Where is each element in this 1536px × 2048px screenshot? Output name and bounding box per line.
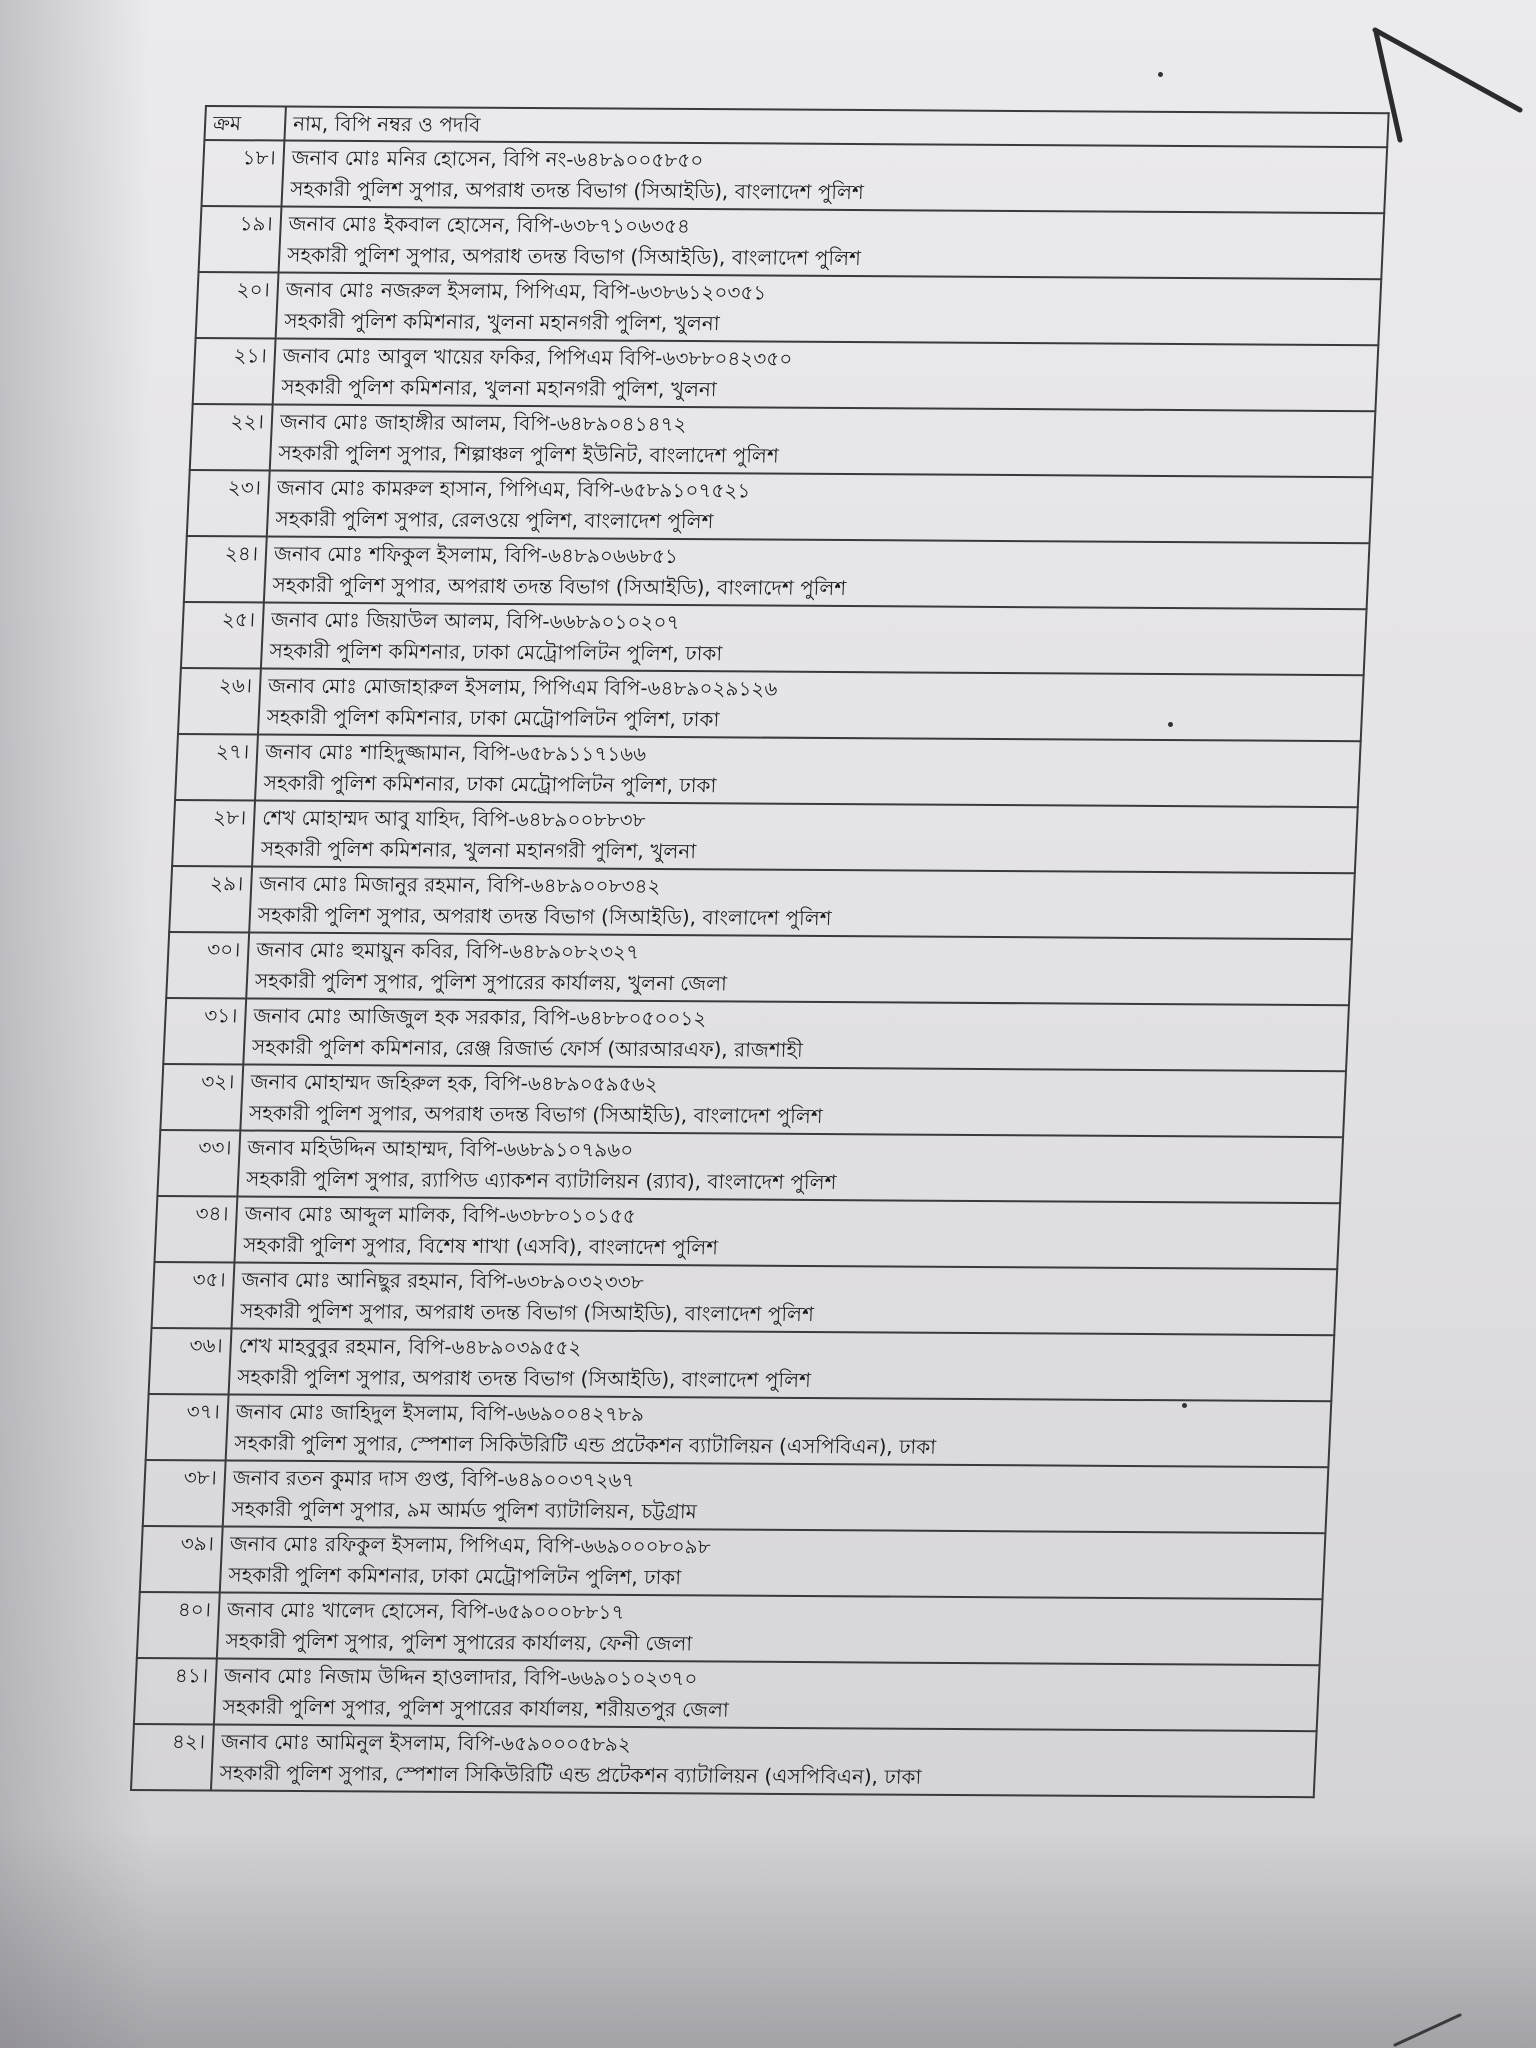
serial-cell — [196, 272, 279, 338]
table-body — [131, 140, 1387, 1797]
table-row — [178, 668, 1364, 741]
officer-designation: সহকারী পুলিশ কমিশনার, খুলনা মহানগরী পুলিশ, খুলনা — [283, 308, 721, 336]
serial-number: ২৫। — [221, 607, 256, 632]
officer-name: জনাব মোঃ আনিছুর রহমান, বিপি-৬৩৮৯০৩২৩৩৮ — [241, 1267, 645, 1294]
table-row — [157, 1130, 1343, 1203]
officer-designation: সহকারী পুলিশ কমিশনার, রেঞ্জ রিজার্ভ ফোর্স (আরআরএফ), রাজশাহী — [251, 1034, 804, 1062]
officer-designation: সহকারী পুলিশ সুপার, ৯ম আর্মড পুলিশ ব্যাটালিয়ন, চট্টগ্রাম — [230, 1496, 698, 1524]
details-cell — [270, 404, 1376, 477]
serial-number: ৩৮। — [183, 1465, 218, 1490]
serial-cell — [193, 338, 276, 404]
officer-designation: সহকারী পুলিশ সুপার, অপরাধ তদন্ত বিভাগ (সিআইডি), বাংলাদেশ পুলিশ — [239, 1298, 815, 1327]
officer-name: জনাব মোঃ আবুল খায়ের ফকির, পিপিএম বিপি-৬৩৮৮০৪২৩৫০ — [282, 343, 793, 371]
officer-name: জনাব মোঃ জাহিদুল ইসলাম, বিপি-৬৬৯০০৪২৭৮৯ — [235, 1399, 645, 1427]
details-cell — [267, 470, 1373, 543]
officer-designation: সহকারী পুলিশ সুপার, স্পেশাল সিকিউরিটি এন্ড প্রটেকশন ব্যাটালিয়ন (এসপিবিএন), ঢাকা — [219, 1760, 922, 1789]
officer-designation: সহকারী পুলিশ সুপার, অপরাধ তদন্ত বিভাগ (সিআইডি), বাংলাদেশ পুলিশ — [248, 1100, 824, 1129]
officer-designation: সহকারী পুলিশ কমিশনার, খুলনা মহানগরী পুলিশ, খুলনা — [280, 374, 718, 402]
serial-cell — [184, 536, 267, 602]
details-cell — [246, 932, 1352, 1005]
officer-designation: সহকারী পুলিশ সুপার, অপরাধ তদন্ত বিভাগ (সিআইডি), বাংলাদেশ পুলিশ — [286, 242, 862, 271]
serial-cell — [178, 668, 261, 734]
details-cell — [220, 1526, 1326, 1599]
serial-cell — [146, 1394, 229, 1460]
table-row — [193, 338, 1379, 411]
officer-name: জনাব মোঃ মনির হোসেন, বিপি নং-৬৪৮৯০০৫৮৫০ — [291, 145, 704, 173]
serial-number: ২৬। — [218, 673, 253, 698]
details-cell — [258, 668, 1364, 741]
serial-number: ৩২। — [200, 1069, 236, 1094]
officer-name: জনাব মোঃ ইকবাল হোসেন, বিপি-৬৩৮৭১০৬৩৫৪ — [288, 211, 691, 238]
serial-header-label: ক্রম — [212, 111, 242, 136]
table-row — [166, 932, 1352, 1005]
table-row — [172, 800, 1358, 873]
serial-number: ৪২। — [171, 1729, 206, 1754]
serial-number: ২১। — [233, 343, 268, 368]
table-row — [163, 998, 1349, 1071]
serial-cell — [157, 1130, 240, 1196]
serial-number: ৩৩। — [197, 1135, 233, 1160]
details-cell — [226, 1394, 1332, 1467]
serial-number: ৩৫। — [192, 1267, 227, 1292]
table-row — [169, 866, 1355, 939]
officer-name: জনাব মোঃ শাহিদুজ্জামান, বিপি-৬৫৮৯১১৭১৬৬ — [264, 739, 647, 766]
officer-designation: সহকারী পুলিশ সুপার, অপরাধ তদন্ত বিভাগ (সিআইডি), বাংলাদেশ পুলিশ — [272, 572, 847, 601]
officer-name: জনাব মোঃ খালেদ হোসেন, বিপি-৬৫৯০০০৮৮১৭ — [226, 1597, 625, 1624]
details-cell — [273, 338, 1379, 411]
table-row — [175, 734, 1361, 807]
officer-name: জনাব মোঃ জাহাঙ্গীর আলম, বিপি-৬৪৮৯০৪১৪৭২ — [279, 409, 688, 437]
serial-number: ৩৪। — [194, 1201, 230, 1226]
serial-cell — [131, 1724, 214, 1790]
details-cell — [252, 800, 1358, 873]
serial-cell — [166, 932, 249, 998]
officer-designation: সহকারী পুলিশ সুপার, শিল্পাঞ্চল পুলিশ ইউনিট, বাংলাদেশ পুলিশ — [277, 440, 780, 468]
table-row — [152, 1262, 1338, 1335]
officer-list-table — [130, 105, 1390, 1798]
officer-name: জনাব মোহাম্মদ জহিরুল হক, বিপি-৬৪৮৯০৫৯৫৬২ — [249, 1069, 659, 1097]
officer-name: জনাব রতন কুমার দাস গুপ্ত, বিপি-৬৪৯০০৩৭২৬৭ — [232, 1465, 636, 1492]
serial-number: ২০। — [236, 277, 271, 302]
details-cell — [229, 1328, 1335, 1401]
serial-number: ৩১। — [203, 1003, 238, 1028]
left-shadow — [0, 0, 150, 2048]
officer-name: জনাব মোঃ নিজাম উদ্দিন হাওলাদার, বিপি-৬৬৯০১০২৩৭০ — [223, 1663, 698, 1691]
table-row — [137, 1592, 1323, 1665]
officer-name: জনাব মহিউদ্দিন আহাম্মদ, বিপি-৬৬৮৯১০৭৯৬০ — [247, 1135, 634, 1162]
details-cell — [234, 1196, 1340, 1269]
serial-column-header — [204, 106, 285, 140]
bottom-shadow — [0, 1828, 1536, 2048]
serial-number: ৩৭। — [186, 1399, 221, 1424]
officer-designation: সহকারী পুলিশ সুপার, অপরাধ তদন্ত বিভাগ (সিআইডি), বাংলাদেশ পুলিশ — [236, 1364, 812, 1393]
officer-name: জনাব মোঃ আমিনুল ইসলাম, বিপি-৬৫৯০০০৫৮৯২ — [220, 1729, 632, 1757]
table-row — [140, 1526, 1326, 1599]
serial-number: ৩৬। — [189, 1333, 224, 1358]
table-row — [146, 1394, 1332, 1467]
details-header-label: নাম, বিপি নম্বর ও পদবি — [292, 111, 481, 137]
serial-cell — [160, 1064, 243, 1130]
serial-cell — [140, 1526, 223, 1592]
officer-name: জনাব মোঃ আব্দুল মালিক, বিপি-৬৩৮৮০১০১৫৫ — [244, 1201, 637, 1228]
details-cell — [249, 866, 1355, 939]
serial-number: ২৭। — [215, 739, 250, 764]
serial-number: ১৯। — [239, 211, 274, 236]
serial-number: ২৯। — [209, 871, 244, 896]
officer-designation: সহকারী পুলিশ সুপার, বিশেষ শাখা (এসবি), বাংলাদেশ পুলিশ — [242, 1232, 719, 1260]
pen-mark-icon — [1370, 20, 1536, 150]
details-cell — [261, 602, 1367, 675]
officer-name: জনাব মোঃ হুমায়ুন কবির, বিপি-৬৪৮৯০৮২৩২৭ — [255, 937, 640, 964]
details-cell — [279, 206, 1385, 279]
officer-name: জনাব মোঃ রফিকুল ইসলাম, পিপিএম, বিপি-৬৬৯০০০৮০৯৮ — [229, 1531, 712, 1559]
serial-cell — [134, 1658, 217, 1724]
officer-designation: সহকারী পুলিশ সুপার, স্পেশাল সিকিউরিটি এন্ড প্রটেকশন ব্যাটালিয়ন (এসপিবিএন), ঢাকা — [233, 1430, 937, 1459]
officer-designation: সহকারী পুলিশ কমিশনার, ঢাকা মেট্রোপলিটন পুলিশ, ঢাকা — [228, 1562, 682, 1590]
officer-designation: সহকারী পুলিশ সুপার, অপরাধ তদন্ত বিভাগ (সিআইডি), বাংলাদেশ পুলিশ — [257, 902, 833, 931]
table-row — [149, 1328, 1335, 1401]
table-row — [131, 1724, 1317, 1797]
officer-name: জনাব মোঃ মোজাহারুল ইসলাম, পিপিএম বিপি-৬৪৮৯০২৯১২৬ — [267, 673, 779, 701]
table-row — [154, 1196, 1340, 1269]
details-cell — [217, 1592, 1323, 1665]
details-cell — [211, 1724, 1317, 1797]
bottom-right-mark-icon — [1390, 2010, 1470, 2048]
table-row — [184, 536, 1370, 609]
serial-number: ২৩। — [227, 475, 262, 500]
officer-designation: সহকারী পুলিশ সুপার, রেলওয়ে পুলিশ, বাংলাদেশ পুলিশ — [275, 506, 714, 534]
serial-cell — [137, 1592, 220, 1658]
serial-cell — [149, 1328, 232, 1394]
details-cell — [243, 998, 1349, 1071]
serial-cell — [199, 206, 282, 272]
serial-cell — [190, 404, 273, 470]
officer-name: জনাব মোঃ শফিকুল ইসলাম, বিপি-৬৪৮৯০৬৬৮৫১ — [273, 541, 679, 569]
table-row — [181, 602, 1367, 675]
details-cell — [214, 1658, 1320, 1731]
officer-designation: সহকারী পুলিশ সুপার, পুলিশ সুপারের কার্যালয়, খুলনা জেলা — [254, 968, 728, 996]
officer-name: শেখ মোহাম্মদ আবু যাহিদ, বিপি-৬৪৮৯০০৮৮৩৮ — [261, 805, 647, 832]
table-row — [187, 470, 1373, 543]
details-cell — [232, 1262, 1338, 1335]
serial-cell — [181, 602, 264, 668]
details-cell — [255, 734, 1361, 807]
serial-number: ২২। — [230, 409, 265, 434]
officer-name: জনাব মোঃ জিয়াউল আলম, বিপি-৬৬৮৯০১০২০৭ — [270, 607, 681, 635]
serial-number: ২৮। — [212, 805, 247, 830]
serial-cell — [154, 1196, 237, 1262]
table-row — [143, 1460, 1329, 1533]
ink-speck — [1158, 72, 1163, 77]
details-cell — [276, 272, 1382, 345]
serial-cell — [202, 140, 285, 206]
officer-designation: সহকারী পুলিশ সুপার, অপরাধ তদন্ত বিভাগ (সিআইডি), বাংলাদেশ পুলিশ — [289, 176, 865, 205]
serial-cell — [187, 470, 270, 536]
officer-designation: সহকারী পুলিশ সুপার, র‍্যাপিড এ্যাকশন ব্যাটালিয়ন (র‍্যাব), বাংলাদেশ পুলিশ — [245, 1166, 837, 1195]
officer-designation: সহকারী পুলিশ সুপার, পুলিশ সুপারের কার্যালয়, শরীয়তপুর জেলা — [222, 1694, 730, 1722]
serial-number: ৩০। — [206, 937, 241, 962]
officer-name: জনাব মোঃ মিজানুর রহমান, বিপি-৬৪৮৯০০৮৩৪২ — [258, 871, 662, 898]
officer-name: জনাব মোঃ কামরুল হাসান, পিপিএম, বিপি-৬৫৮৯১০৭৫২১ — [276, 475, 751, 503]
table-row — [190, 404, 1376, 477]
details-cell — [240, 1064, 1346, 1137]
table-row — [199, 206, 1385, 279]
officer-name: শেখ মাহবুবুর রহমান, বিপি-৬৪৮৯০৩৯৫৫২ — [238, 1333, 583, 1360]
officer-designation: সহকারী পুলিশ কমিশনার, ঢাকা মেট্রোপলিটন পুলিশ, ঢাকা — [269, 638, 723, 666]
officer-designation: সহকারী পুলিশ কমিশনার, ঢাকা মেট্রোপলিটন পুলিশ, ঢাকা — [263, 770, 717, 798]
officer-name: জনাব মোঃ আজিজুল হক সরকার, বিপি-৬৪৮৮০৫০০১২ — [252, 1003, 708, 1031]
details-cell — [264, 536, 1370, 609]
officer-designation: সহকারী পুলিশ কমিশনার, ঢাকা মেট্রোপলিটন পুলিশ, ঢাকা — [266, 704, 720, 732]
serial-cell — [172, 800, 255, 866]
serial-cell — [175, 734, 258, 800]
serial-cell — [169, 866, 252, 932]
serial-number: ৪১। — [174, 1663, 209, 1688]
details-cell — [281, 140, 1387, 213]
details-cell — [237, 1130, 1343, 1203]
officer-designation: সহকারী পুলিশ সুপার, পুলিশ সুপারের কার্যালয়, ফেনী জেলা — [225, 1628, 693, 1656]
details-cell — [223, 1460, 1329, 1533]
officer-designation: সহকারী পুলিশ কমিশনার, খুলনা মহানগরী পুলিশ, খুলনা — [260, 836, 697, 864]
table-row — [134, 1658, 1320, 1731]
serial-cell — [163, 998, 246, 1064]
serial-number: ১৮। — [242, 145, 277, 170]
table-row — [196, 272, 1382, 345]
serial-cell — [152, 1262, 235, 1328]
serial-number: ২৪। — [224, 541, 259, 566]
serial-cell — [143, 1460, 226, 1526]
officer-name: জনাব মোঃ নজরুল ইসলাম, পিপিএম, বিপি-৬৩৮৬১২০৩৫১ — [285, 277, 767, 305]
table-row — [202, 140, 1388, 213]
table-row — [160, 1064, 1346, 1137]
serial-number: ৪০। — [177, 1597, 212, 1622]
serial-number: ৩৯। — [180, 1531, 215, 1556]
